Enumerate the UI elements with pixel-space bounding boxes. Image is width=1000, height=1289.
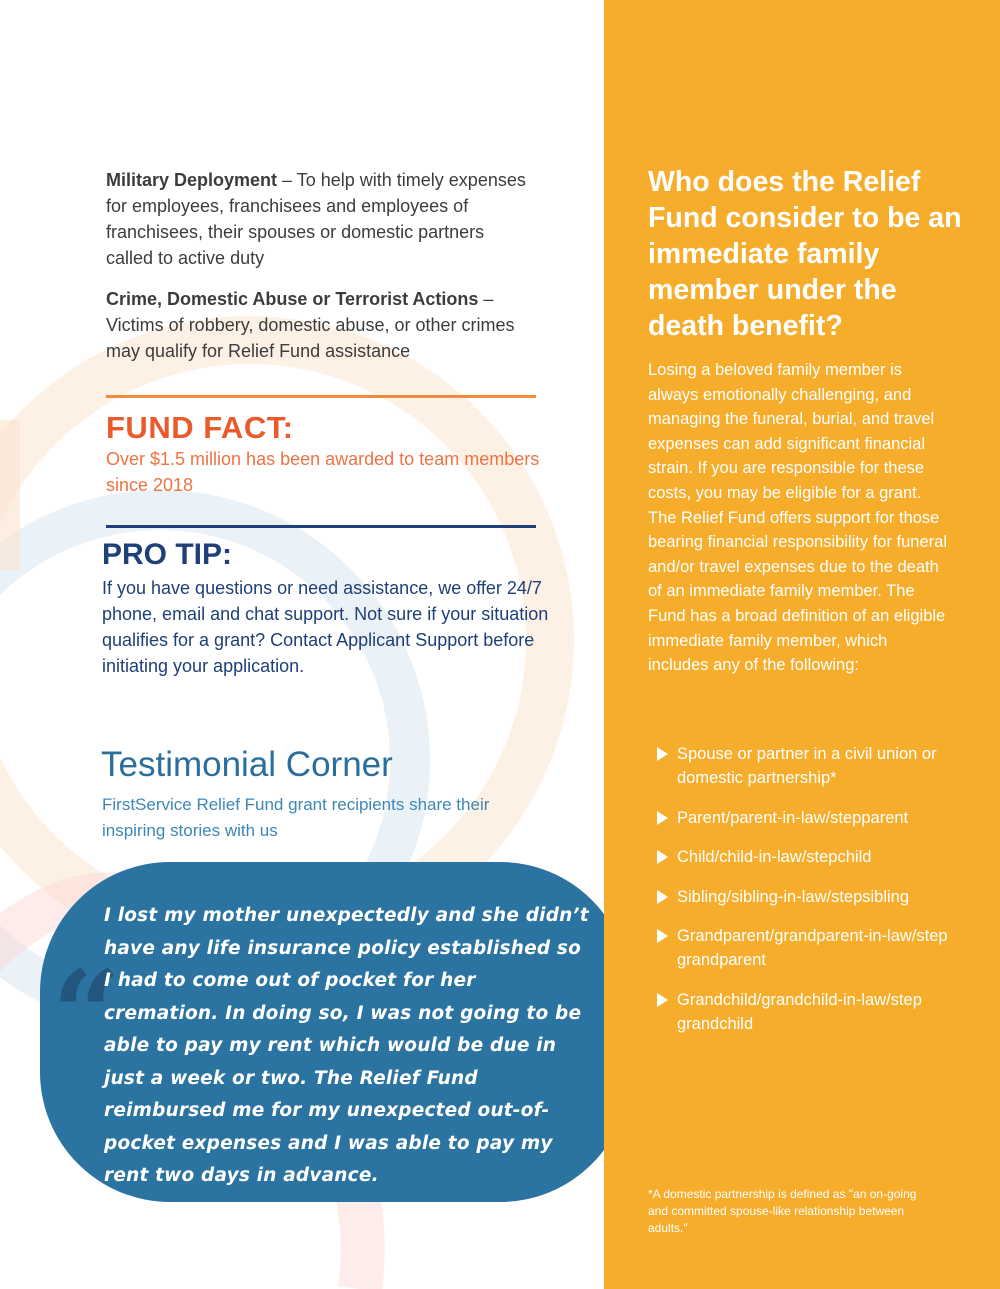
- triangle-bullet-icon: [657, 850, 668, 864]
- triangle-bullet-icon: [657, 811, 668, 825]
- list-item-text: Child/child-in-law/stepchild: [677, 848, 872, 866]
- list-item-text: Grandparent/grandparent-in-law/step grandparent: [677, 927, 948, 969]
- family-member-list: [656, 742, 956, 1051]
- family-member-body: Losing a beloved family member is always emotionally challenging, and managing the funeral, burial, and travel expenses can add significant financial strain. If you are responsible for these costs, you may be eligible for a grant. The Relief Fund offers support for those bearing financial responsibility for funeral and/or travel expenses due to the death of an immediate family member. The Fund has a broad definition of an eligible immediate family member, which includes any of the following:: [648, 361, 947, 675]
- crime-paragraph: [106, 286, 536, 364]
- list-item: [656, 988, 956, 1036]
- crime-heading: Crime, Domestic Abuse or Terrorist Actions: [106, 289, 479, 309]
- military-deployment-text: – To help with timely expenses for employees, franchisees and employees of franchisees, their spouses or domestic partners called to active duty: [106, 170, 526, 268]
- testimonial-quote: I lost my mother unexpectedly and she didn’t have any life insurance policy established so I had to come out of pocket for her cremation. In doing so, I was not going to be able to pay my rent which would be due in just a week or two. The Relief Fund reimbursed me for my unexpected out-of-pocket expenses and I was able to pay my rent two days in advance.: [104, 905, 589, 1186]
- list-item-text: Parent/parent-in-law/stepparent: [677, 808, 909, 827]
- triangle-bullet-icon: [657, 890, 668, 904]
- list-item-text: Spouse or partner in a civil union or domestic partnership*: [677, 745, 937, 787]
- list-item: [656, 885, 956, 909]
- list-item: [656, 924, 956, 972]
- fund-fact-title: FUND FACT:: [106, 410, 294, 445]
- list-item: [656, 845, 956, 869]
- list-item-text: Grandchild/grandchild-in-law/step grandchild: [677, 990, 922, 1033]
- list-item: [656, 742, 956, 790]
- fund-fact-divider: [106, 395, 536, 398]
- testimonial-subtitle: FirstService Relief Fund grant recipients share their inspiring stories with us: [102, 795, 490, 840]
- pro-tip-text: If you have questions or need assistance, we offer 24/7 phone, email and chat support. Not sure if your situation qualifies for a grant? Contact Applicant Support before initiating your application.: [102, 578, 549, 676]
- crime-text: – Victims of robbery, domestic abuse, or other crimes may qualify for Relief Fund assistance: [106, 289, 515, 361]
- military-deployment-heading: Military Deployment: [106, 170, 278, 190]
- fund-fact-text: Over $1.5 million has been awarded to team members since 2018: [106, 449, 540, 495]
- right-panel: [604, 0, 1000, 1289]
- pro-tip-divider: [106, 525, 536, 528]
- triangle-bullet-icon: [657, 747, 668, 761]
- pro-tip-title: PRO TIP:: [102, 538, 233, 571]
- list-item-text: Sibling/sibling-in-law/stepsibling: [677, 887, 910, 906]
- domestic-partnership-footnote: *A domestic partnership is defined as "an on-going and committed spouse-like relationship between adults.": [648, 1187, 917, 1235]
- family-member-heading: Who does the Relief Fund consider to be an immediate family member under the death benefit?: [648, 166, 962, 342]
- list-item: [656, 806, 956, 830]
- quote-mark-icon: “: [52, 944, 122, 1085]
- triangle-bullet-icon: [657, 929, 668, 943]
- military-deployment-paragraph: [106, 167, 536, 271]
- triangle-bullet-icon: [657, 993, 668, 1007]
- testimonial-title: Testimonial Corner: [101, 745, 393, 784]
